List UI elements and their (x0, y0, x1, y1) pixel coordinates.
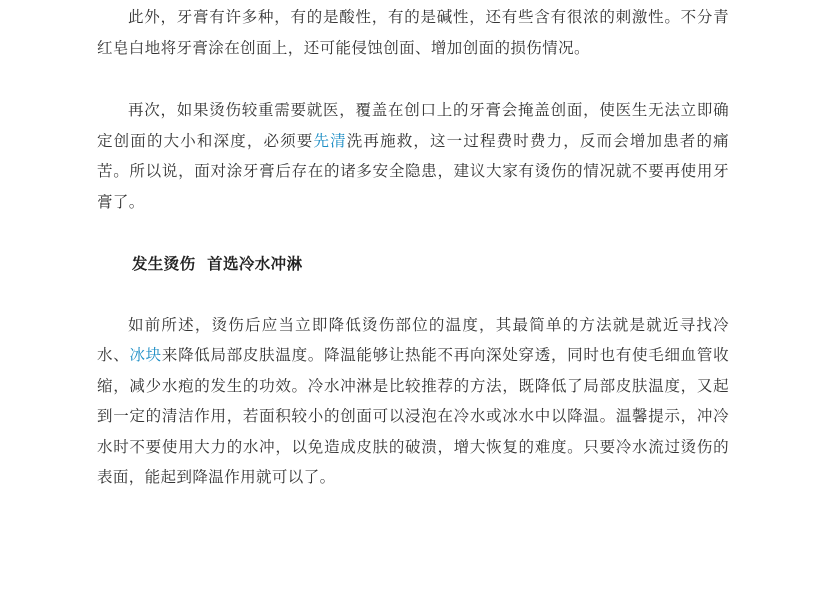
section-heading: 发生烫伤 首选冷水冲淋 (131, 255, 303, 273)
paragraph-text-end: 来降低局部皮肤温度。降温能够让热能不再向深处穿透，同时也有使毛细血管收缩，减少水疱的发生的功效。冷水冲淋是比较推荐的方法，既降低了局部皮肤温度，又起到一定的清洁作用，若面积较小的创面可以浸泡在冷水或冰水中以降温。温馨提示，冲冷水时不要使用大力的水冲，以免造成皮肤的破溃，增大恢复的难度。只要冷水流过烫伤的表面，能起到降温作用就可以了。 (97, 346, 729, 486)
paragraph-text-start: 再次，如果烫伤较重需要就医，覆盖在创口上的牙膏会掩盖创面，使医生无法立即确定创面的大小和深度，必须要 (97, 101, 729, 150)
keyword-link-ice-cubes[interactable]: 冰块 (129, 346, 162, 364)
article-body (97, 0, 729, 493)
paragraph-cold-water-rinse (97, 310, 729, 493)
keyword-link-xianqing[interactable]: 先清 (313, 131, 347, 150)
paragraph-text-start: 如前所述，烫伤后应当立即降低烫伤部位的温度，其最简单的方法就是就近寻找冷水、 (97, 315, 729, 364)
paragraph-text-end: 洗再施救，这一过程费时费力，反而会增加患者的痛苦。所以说，面对涂牙膏后存在的诸多安全隐患，建议大家有烫伤的情况就不要再使用牙膏了。 (97, 131, 730, 211)
paragraph-toothpaste-types: 此外，牙膏有许多种，有的是酸性，有的是碱性，还有些含有很浓的刺激性。不分青红皂白地将牙膏涂在创面上，还可能侵蚀创面、增加创面的损伤情况。 (97, 8, 729, 57)
paragraph-seeking-medical-care (97, 95, 729, 217)
